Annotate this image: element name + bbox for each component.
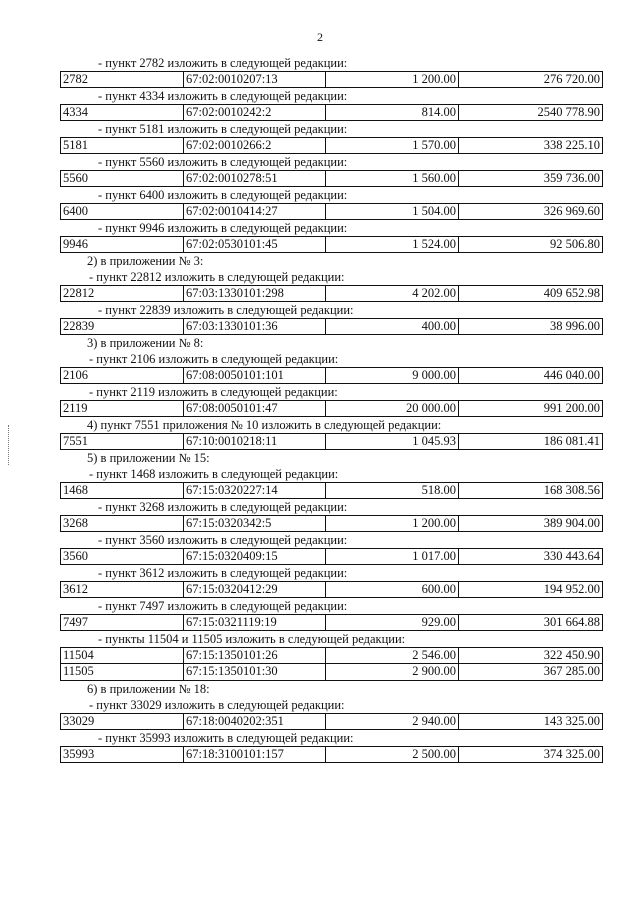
amendment-instruction: - пункт 22812 изложить в следующей редакции: [89,270,345,284]
cadastral-number-cell: 67:18:3100101:157 [184,747,326,762]
table-row [60,318,603,335]
item-number-cell: 5181 [61,138,184,153]
area-cell: 20 000.00 [326,401,459,416]
table-row [60,71,603,88]
cadastral-number-cell: 67:03:1330101:298 [184,286,326,301]
table-row [60,664,603,681]
value-cell: 194 952.00 [543,582,600,596]
value-cell: 168 308.56 [543,483,600,497]
cadastral-number-cell: 67:08:0050101:47 [184,401,326,416]
area-cell: 1 200.00 [326,72,459,87]
table-row [60,170,603,187]
cadastral-number-cell: 67:08:0050101:101 [184,368,326,383]
area-cell: 929.00 [326,615,459,630]
value-cell: 143 325.00 [543,714,600,728]
item-number-cell: 22839 [61,319,184,334]
table-row [60,614,603,631]
table-row [60,285,603,302]
value-cell: 338 225.10 [543,138,600,152]
table-row [60,647,603,664]
value-cell: 409 652.98 [543,286,600,300]
cadastral-number-cell: 67:15:0320409:15 [184,549,326,564]
table-row [60,367,603,384]
value-cell: 92 506.80 [550,237,600,251]
item-number-cell: 7497 [61,615,184,630]
cadastral-number-cell: 67:02:0530101:45 [184,237,326,252]
cadastral-number-cell: 67:15:0320342:5 [184,516,326,531]
area-cell: 9 000.00 [326,368,459,383]
margin-mark [8,425,12,465]
item-number-cell: 7551 [61,434,184,449]
area-cell: 2 546.00 [326,648,459,663]
table-row [60,433,603,450]
section-heading: 5) в приложении № 15: [87,451,210,465]
amendment-instruction: - пункт 3560 изложить в следующей редакции: [98,533,348,547]
value-cell: 326 969.60 [543,204,600,218]
item-number-cell: 2106 [61,368,184,383]
value-cell: 359 736.00 [543,171,600,185]
table-row [60,746,603,763]
area-cell: 400.00 [326,319,459,334]
item-number-cell: 5560 [61,171,184,186]
item-number-cell: 22812 [61,286,184,301]
item-number-cell: 35993 [61,747,184,762]
table-row [60,236,603,253]
cadastral-number-cell: 67:02:0010242:2 [184,105,326,120]
amendment-instruction: - пункт 7497 изложить в следующей редакции: [98,599,348,613]
amendment-instruction: - пункт 4334 изложить в следующей редакции: [98,89,348,103]
value-cell: 322 450.90 [543,648,600,662]
area-cell: 518.00 [326,483,459,498]
item-number-cell: 2119 [61,401,184,416]
amendment-instruction: - пункт 3612 изложить в следующей редакции: [98,566,348,580]
item-number-cell: 1468 [61,483,184,498]
area-cell: 4 202.00 [326,286,459,301]
value-cell: 38 996.00 [550,319,600,333]
cadastral-number-cell: 67:15:1350101:26 [184,648,326,663]
area-cell: 1 504.00 [326,204,459,219]
amendment-instruction: - пункт 6400 изложить в следующей редакции: [98,188,348,202]
item-number-cell: 11504 [61,648,184,663]
item-number-cell: 3560 [61,549,184,564]
section-heading: 3) в приложении № 8: [87,336,204,350]
value-cell: 2540 778.90 [537,105,600,119]
amendment-instruction: - пункт 5560 изложить в следующей редакции: [98,155,348,169]
section-heading: 6) в приложении № 18: [87,682,210,696]
amendment-instruction: - пункт 3268 изложить в следующей редакции: [98,500,348,514]
area-cell: 2 940.00 [326,714,459,729]
amendment-instruction: - пункт 5181 изложить в следующей редакции: [98,122,348,136]
area-cell: 814.00 [326,105,459,120]
area-cell: 2 500.00 [326,747,459,762]
amendment-instruction: - пункт 35993 изложить в следующей редакции: [98,731,354,745]
item-number-cell: 3612 [61,582,184,597]
table-row [60,482,603,499]
cadastral-number-cell: 67:02:0010266:2 [184,138,326,153]
table-row [60,104,603,121]
table-row [60,713,603,730]
value-cell: 301 664.88 [543,615,600,629]
item-number-cell: 3268 [61,516,184,531]
item-number-cell: 6400 [61,204,184,219]
area-cell: 2 900.00 [326,664,459,680]
area-cell: 1 524.00 [326,237,459,252]
page-number: 2 [317,30,323,44]
cadastral-number-cell: 67:18:0040202:351 [184,714,326,729]
document-body [60,55,603,763]
area-cell: 1 570.00 [326,138,459,153]
amendment-instruction: - пункт 2782 изложить в следующей редакции: [98,56,348,70]
cadastral-number-cell: 67:02:0010414:27 [184,204,326,219]
area-cell: 1 017.00 [326,549,459,564]
amendment-instruction: - пункт 1468 изложить в следующей редакции: [89,467,339,481]
area-cell: 1 200.00 [326,516,459,531]
value-cell: 186 081.41 [543,434,600,448]
amendment-instruction: - пункты 11504 и 11505 изложить в следующей редакции: [98,632,406,646]
area-cell: 1 560.00 [326,171,459,186]
value-cell: 367 285.00 [543,664,600,678]
amendment-instruction: - пункт 33029 изложить в следующей редакции: [89,698,345,712]
cadastral-number-cell: 67:02:0010207:13 [184,72,326,87]
cadastral-number-cell: 67:15:0321119:19 [184,615,326,630]
area-cell: 1 045.93 [326,434,459,449]
table-row [60,515,603,532]
cadastral-number-cell: 67:03:1330101:36 [184,319,326,334]
amendment-instruction: - пункт 2119 изложить в следующей редакции: [89,385,338,399]
amendment-instruction: - пункт 9946 изложить в следующей редакции: [98,221,348,235]
cadastral-number-cell: 67:15:0320227:14 [184,483,326,498]
item-number-cell: 4334 [61,105,184,120]
cadastral-number-cell: 67:10:0010218:11 [184,434,326,449]
value-cell: 991 200.00 [543,401,600,415]
table-row [60,203,603,220]
section-heading: 2) в приложении № 3: [87,254,204,268]
value-cell: 389 904.00 [543,516,600,530]
amendment-instruction: - пункт 2106 изложить в следующей редакции: [89,352,339,366]
section-heading: 4) пункт 7551 приложения № 10 изложить в следующей редакции: [87,418,442,432]
item-number-cell: 2782 [61,72,184,87]
value-cell: 276 720.00 [543,72,600,86]
table-row [60,400,603,417]
value-cell: 330 443.64 [543,549,600,563]
value-cell: 374 325.00 [543,747,600,761]
area-cell: 600.00 [326,582,459,597]
cadastral-number-cell: 67:15:1350101:30 [184,664,326,680]
item-number-cell: 33029 [61,714,184,729]
item-number-cell: 9946 [61,237,184,252]
item-number-cell: 11505 [61,664,184,680]
cadastral-number-cell: 67:15:0320412:29 [184,582,326,597]
table-row [60,137,603,154]
cadastral-number-cell: 67:02:0010278:51 [184,171,326,186]
value-cell: 446 040.00 [543,368,600,382]
table-row [60,548,603,565]
amendment-instruction: - пункт 22839 изложить в следующей редакции: [98,303,354,317]
table-row [60,581,603,598]
